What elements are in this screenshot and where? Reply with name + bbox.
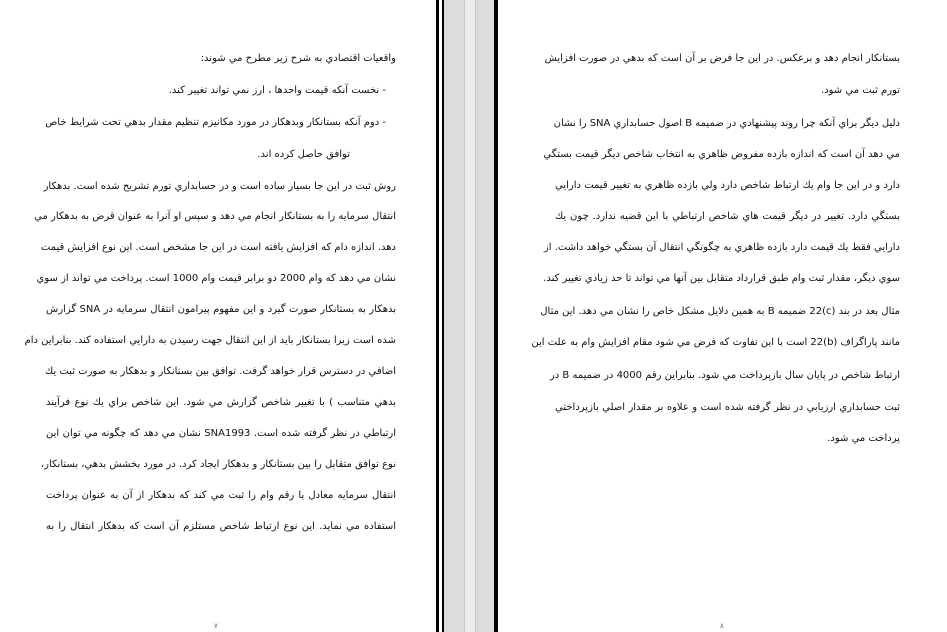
text-line: تورم ثبت مي شود. bbox=[821, 85, 900, 96]
text-line: مانند پاراگراف (b)22 است با اين تفاوت كه فرض مي شود مقام افزايش وام به علت اين bbox=[531, 337, 900, 348]
text-line: دهد. اندازه دام كه افزايش يافته است در اين جا مشخص است. اين نوع افزايش قيمت bbox=[40, 242, 396, 253]
document-page-left bbox=[0, 0, 436, 632]
text-line: انتقال سرمايه را به بستانكار انجام مي دهد و سپس او آنرا به عنوان قرض به بدهكار مي bbox=[34, 211, 396, 222]
text-line: دارايي فقط يك قيمت دارد بازده ظاهري به چگونگي انتقال آن بستگي خواهد داشت. از bbox=[543, 242, 900, 253]
text-line: انتقال سرمايه معادل با رقم وام را ثبت مي كند كه بدهكار از آن به عنوان پرداخت bbox=[46, 490, 396, 501]
text-line: روش ثبت در اين جا بسيار ساده است و در حسابداري تورم تشريح شده است. بدهكار bbox=[43, 181, 396, 192]
text-line: بدهكار به بستانكار صورت گيرد و اين مفهوم پيرامون انتقال سرمايه در SNA گزارش bbox=[46, 304, 396, 315]
text-line: پرداخت مي شود. bbox=[827, 433, 900, 444]
text-line: نشان مي دهد كه وام 2000 دو برابر قيمت وام 1000 است. پرداخت مي تواند از سوي bbox=[36, 273, 396, 284]
text-line: - نخست آنكه قيمت واحدها ، ارز نمي تواند تغيير كند. bbox=[168, 85, 386, 96]
page-number: ۷ bbox=[214, 622, 218, 630]
text-line: استفاده مي نمايد. اين نوع ارتباط شاخص مستلزم آن است كه بدهكار انتقال را به bbox=[46, 521, 396, 532]
text-line: واقعيات اقتصادي به شرح زير مطرح مي شوند: bbox=[200, 53, 396, 64]
text-line: اضافي در دسترس قرار خواهد گرفت. توافق بين بستانكار و بدهكار به صورت ثبت يك bbox=[44, 366, 396, 377]
text-line: شده است زيرا بستانكار بايد از اين انتقال جهت رسيدن به دارايي استفاده كند. بنابراين دام bbox=[24, 335, 396, 346]
document-page-right bbox=[498, 0, 947, 632]
text-line: دليل ديگر براي آنكه چرا روند پيشنهادي در ضميمه B اصول حسابداري SNA را نشان bbox=[553, 118, 900, 129]
text-line: نوع توافق متقابل را بين بستانكار و بدهكار ايجاد كرد. در مورد بخشش بدهي، بستانكار، bbox=[40, 459, 396, 470]
text-line: مي دهد آن است كه اندازه بازده مفروض ظاهري به انتخاب شاخص ديگر قيمت بستگي bbox=[543, 149, 900, 160]
text-line: بستگي دارد. تغيير در ديگر قيمت هاي شاخص ارتباطي با اين قضيه ندارد. چون يك bbox=[555, 211, 900, 222]
text-line: بدهي متناسب ) با تغيير شاخص گزارش مي شود. اين شاخص براي يك نوع فرآيند bbox=[46, 397, 396, 408]
text-line: دارد و در اين جا وام يك ارتباط شاخص دارد ولي بازده ظاهري به تغيير قيمت دارايي bbox=[555, 180, 900, 191]
text-line: سوي ديگر، مقدار ثبت وام طبق قرارداد متقابل بين آنها مي تواند تا حد زيادي تغيير كند. bbox=[543, 273, 900, 284]
text-line: ارتباط شاخص در پايان سال بازپرداخت مي شود. بنابراين رقم 4000 در ضميمه B در bbox=[549, 370, 900, 381]
text-line: مثال بعد در بند (c)22 ضميمه B به همين دلايل مشكل خاص را نشان مي دهد. اين مثال bbox=[540, 306, 900, 317]
page-number: ۸ bbox=[720, 622, 724, 630]
text-line: ارتباطي در نظر گرفته شده است. SNA1993 نشان مي دهد كه چگونه مي توان اين bbox=[46, 428, 397, 439]
text-line: توافق حاصل كرده اند. bbox=[257, 149, 350, 160]
text-line: - دوم آنكه بستانكار وبدهكار در مورد مكانيزم تنظيم مقدار بدهي تحت شرايط خاص bbox=[45, 117, 386, 128]
text-line: بستانكار انجام دهد و برعكس. در اين جا فرض بر آن است كه بدهي در صورت افزايش bbox=[544, 53, 900, 64]
page-gap bbox=[476, 0, 494, 632]
page-separator-strip bbox=[464, 0, 476, 632]
page-edge-left bbox=[436, 0, 439, 632]
text-line: ثبت حسابداري ارزيابي در نظر گرفته شده است و علاوه بر مقدار اصلي بازپرداختي bbox=[555, 402, 900, 413]
page-gap bbox=[444, 0, 464, 632]
